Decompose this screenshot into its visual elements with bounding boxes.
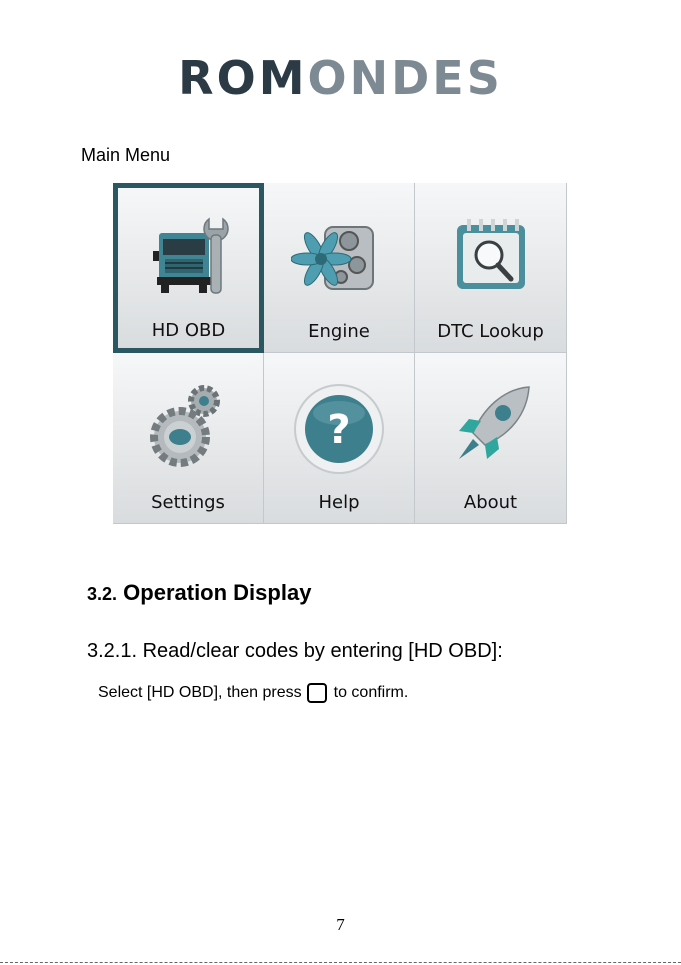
menu-tile-about[interactable] [415,353,567,524]
rocket-icon [443,379,539,475]
engine-icon [291,209,387,305]
menu-tile-dtc-lookup[interactable] [415,183,567,353]
key-button-icon [307,683,327,703]
section-title: Operation Display [123,580,312,605]
menu-tile-settings[interactable] [113,353,264,524]
menu-tile-label: Engine [308,321,370,342]
instruction-text: Select [HD OBD], then press to confirm. [98,684,409,701]
menu-tile-label: HD OBD [151,320,226,341]
menu-tile-label: About [463,492,518,513]
menu-tile-label: Help [318,492,360,513]
figure-caption: Main Menu [81,145,171,165]
section-number: 3.2. [87,584,118,604]
svg-text:?: ? [327,407,351,453]
menu-tile-engine[interactable] [264,183,415,353]
subsection-heading: 3.2.1. Read/clear codes by entering [HD OBD]: [87,640,503,662]
menu-tile-label: DTC Lookup [437,321,544,342]
menu-tile-help[interactable] [264,353,415,524]
gears-icon [140,379,236,475]
brand-logo: ROMONDES [178,51,503,105]
menu-tile-hd-obd[interactable] [113,183,264,353]
magnifier-notepad-icon [443,209,539,305]
section-heading [87,580,311,606]
question-mark-icon [291,379,387,475]
menu-tile-label: Settings [151,492,225,513]
main-menu-grid [113,183,567,524]
truck-wrench-icon [141,209,237,305]
footer-divider [0,962,681,963]
page-number: 7 [336,915,345,934]
